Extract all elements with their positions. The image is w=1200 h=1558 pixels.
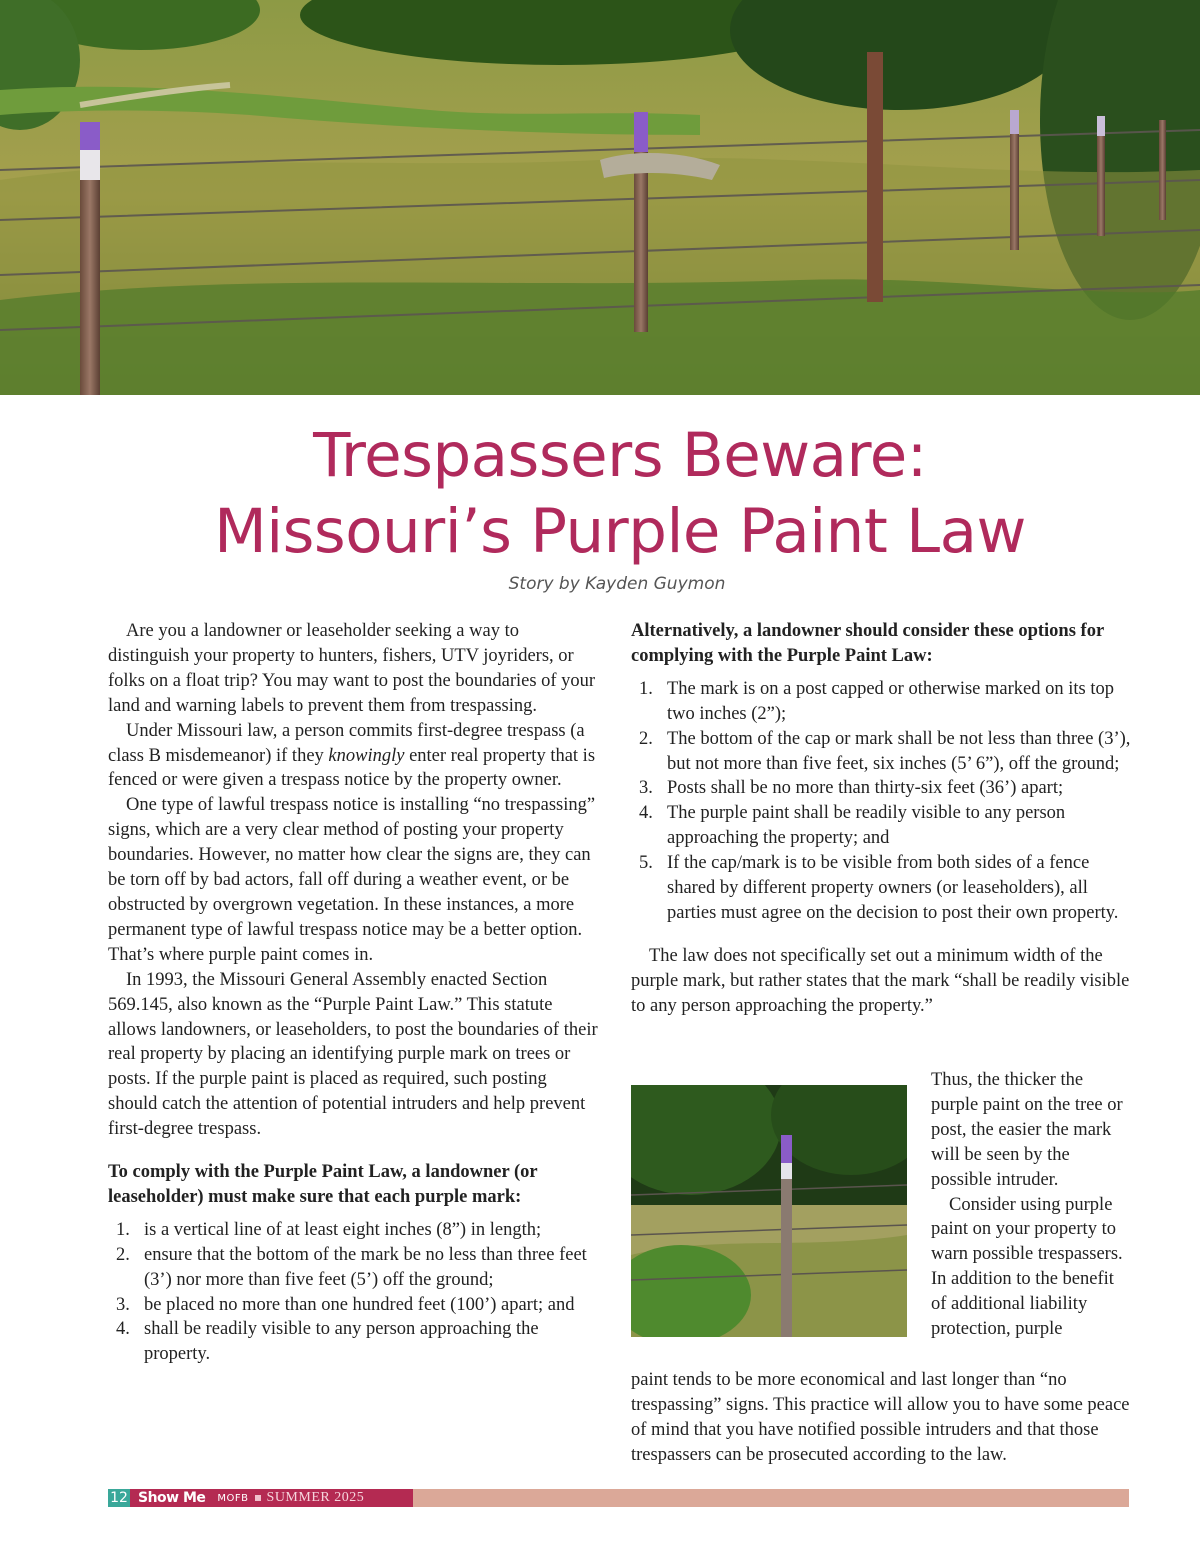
square-icon <box>255 1495 261 1501</box>
paragraph: In 1993, the Missouri General Assembly enacted Section 569.145, also known as the “Purple Paint Law.” This statute allows landowners, or leaseholders, to post the boundaries of their real property by placing an identifying purple mark on trees or posts. If the purple paint is placed as required, such posting should catch the attention of potential intruders and help prevent first-degree trespass. <box>108 969 598 1140</box>
closing-paragraph-wrap <box>931 1068 1131 1342</box>
title-line-2: Missouri’s Purple Paint Law <box>214 496 1026 567</box>
list-number: 1. <box>639 678 653 699</box>
list-text: shall be readily visible to any person approaching the property. <box>144 1319 539 1365</box>
title-line-1: Trespassers Beware: <box>313 420 927 491</box>
footer-brand <box>130 1489 413 1507</box>
list-heading: Alternatively, a landowner should consider these options for complying with the Purple Paint Law: <box>631 621 1104 666</box>
paragraph: Are you a landowner or leaseholder seeking a way to distinguish your property to hunters, fishers, UTV joyriders, or folks on a float trip? You may want to post the boundaries of your land and warning labels to prevent them from trespassing. <box>108 621 596 716</box>
org-name: MOFB <box>217 1492 249 1504</box>
list-item <box>108 1243 598 1293</box>
hero-photo <box>0 0 1200 395</box>
list-number: 3. <box>116 1294 130 1315</box>
list-text: is a vertical line of at least eight inches (8”) in length; <box>144 1219 542 1240</box>
list-item <box>108 1317 598 1367</box>
byline: Story by Kayden Guymon <box>508 574 726 594</box>
list-text: be placed no more than one hundred feet (100’) apart; and <box>144 1294 575 1315</box>
footer-bar <box>413 1489 1129 1507</box>
list-text: The purple paint shall be readily visible to any person approaching the property; and <box>667 803 1066 849</box>
right-column <box>631 619 1131 1019</box>
paragraph <box>631 944 1131 1019</box>
paragraph-text: The law does not specifically set out a minimum width of the purple mark, but rather states that the mark “shall be readily visible to any person approaching the property.” <box>631 945 1130 1016</box>
article-title <box>0 418 1200 570</box>
page-footer <box>108 1489 1129 1507</box>
list-text: The mark is on a post capped or otherwise marked on its top two inches (2”); <box>667 678 1114 724</box>
list-text: Posts shall be no more than thirty-six feet (36’) apart; <box>667 778 1064 799</box>
inset-photo <box>631 1085 907 1337</box>
list-text: ensure that the bottom of the mark be no less than three feet (3’) nor more than five feet (5’) off the ground; <box>144 1244 587 1290</box>
list-text: The bottom of the cap or mark shall be not less than three (3’), but not more than five feet, six inches (5’ 6”), off the ground; <box>667 728 1131 774</box>
list-number: 1. <box>116 1219 130 1240</box>
paragraph <box>108 719 598 794</box>
list-item <box>631 776 1131 801</box>
paragraph-narrow <box>931 1068 1131 1342</box>
paragraph-text: Consider using purple paint on your property to warn possible trespassers. In addition to the benefit of additional liability protection, purple <box>931 1194 1123 1340</box>
closing-section <box>631 944 1131 1019</box>
list-item <box>108 1293 598 1318</box>
paragraph: One type of lawful trespass notice is installing “no trespassing” signs, which are a very clear method of posting your property boundaries. However, no matter how clear the signs are, they can be torn off by bad actors, fall off during a weather event, or be obstructed by overgrown vegetation. In these instances, a more permanent type of lawful trespass notice may be a better option. That’s where purple paint comes in. <box>108 795 596 965</box>
requirements-list <box>108 1218 598 1367</box>
spacer <box>631 926 1131 944</box>
list-item <box>631 727 1131 777</box>
list-number: 2. <box>639 728 653 749</box>
spacer <box>108 1142 598 1160</box>
paragraph-text: Thus, the thicker the purple paint on the tree or post, the easier the mark will be seen by the possible intruder. <box>931 1070 1123 1190</box>
page-number: 12 <box>108 1489 130 1507</box>
options-list <box>631 677 1131 926</box>
list-item <box>631 801 1131 851</box>
list-item <box>631 851 1131 926</box>
brand-name: Show Me <box>138 1490 206 1506</box>
list-number: 3. <box>639 778 653 799</box>
list-number: 4. <box>116 1319 130 1340</box>
paragraph-text: Under Missouri law, a person commits first-degree trespass (a class B misdemeanor) if they <box>108 720 585 766</box>
list-heading: To comply with the Purple Paint Law, a landowner (or leaseholder) must make sure that each purple mark: <box>108 1162 538 1207</box>
emphasis: knowingly <box>328 745 405 766</box>
list-number: 2. <box>116 1244 130 1265</box>
left-column <box>108 619 598 1367</box>
paragraph-text: enter real property that is fenced or were given a trespass notice by the property owner. <box>108 745 596 791</box>
list-item <box>108 1218 598 1243</box>
closing-paragraph-continued: paint tends to be more economical and last longer than “no trespassing” signs. This practice will allow you to have some peace of mind that you have notified possible intruders and that those trespassers can be prosecuted according to the law. <box>631 1370 1130 1465</box>
list-number: 4. <box>639 803 653 824</box>
issue-label: SUMMER 2025 <box>266 1490 365 1505</box>
list-number: 5. <box>639 853 653 874</box>
list-item <box>631 677 1131 727</box>
list-text: If the cap/mark is to be visible from both sides of a fence shared by different property owners (or leaseholders), all parties must agree on the decision to post their own property. <box>667 853 1119 923</box>
